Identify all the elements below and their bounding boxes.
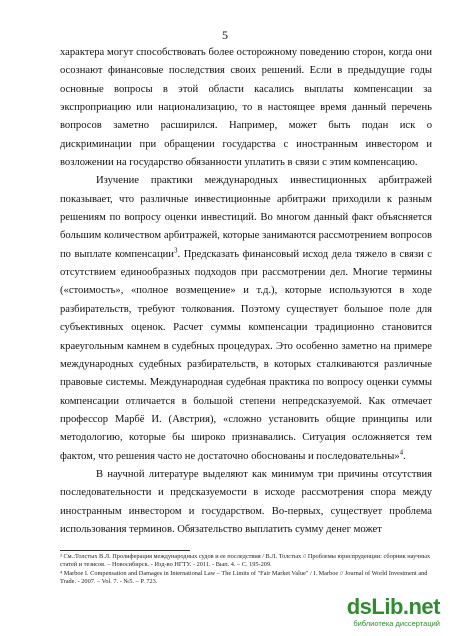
watermark[interactable] bbox=[344, 596, 440, 630]
footnote-marker: 3 bbox=[173, 246, 178, 255]
watermark-subtitle: библиотека диссертаций bbox=[353, 619, 440, 628]
paragraph bbox=[60, 172, 432, 466]
footnote-marker: 4 bbox=[399, 448, 404, 457]
body-text bbox=[60, 44, 432, 539]
paragraph-text: Изучение практики международных инвестиционных арбитражей показывает, что различные инвестиционные арбитражи приходили к разным решениям по вопросу оценки инвестиций. Во многом данный факт объясняется большим количеством арбитражей, которые занимаются рассмотрением вопросов по выплате компенсации bbox=[60, 175, 432, 260]
paragraph bbox=[60, 44, 432, 172]
paragraph-text: . bbox=[403, 450, 406, 462]
footnote: ³ См.:Толстых В.Л. Пролиферация международных судов и ее последствия / В.Л. Толстых // Проблемы юриспруденции: сборник научных статей и тезисов. – Новосибирск. - Изд-во НГТУ. - 2011. - Вып. 4. – С. 195-209. bbox=[60, 553, 431, 569]
watermark-logo[interactable]: dsLib.net bbox=[346, 594, 440, 619]
paragraph-text: В научной литературе выделяют как минимум три причины отсутствия последовательности и предсказуемости в исходе рассмотрения спора между иностранным инвестором и государством. Во-первых, существует проблема использования терминов. Обязательство выплатить сумму денег может bbox=[60, 468, 432, 535]
footnote: ⁴ Marboe I. Compensation and Damages in International Law – The Limits of "Fair Market Value" / I. Marboe // Journal of World Investment and Trade. - 2007. – Vol. 7. - №5. – P. 723. bbox=[60, 569, 428, 586]
page-number: 5 bbox=[222, 28, 228, 42]
paragraph bbox=[60, 466, 432, 539]
footnotes bbox=[60, 553, 432, 587]
paragraph-text: характера могут способствовать более осторожному поведению сторон, когда они осознают финансовые последствия своих решений. Если в предыдущие годы основные вопросы в этой области касались выплаты компенсации за экспроприацию или национализацию, то в настоящее время данный перечень вопросов заметно расширился. Например, может быть подан иск о дискриминации при обращении государства с иностранным инвестором и возложении на государство обязанности уплатить в связи с этим компенсацию. bbox=[60, 47, 432, 169]
paragraph-text: . Предсказать финансовый исход дела тяжело в связи с отсутствием единообразных подходов при рассмотрении дел. Многие термины («стоимость», «полное возмещение» и т.д.), которые используются в ходе разбирательств, требуют толкования. Поэтому существует большое поле для субъективных оценок. Расчет суммы компенсации традиционно становится краеугольным камнем в судебных процедурах. Это особенно заметно на примере международных судебных разбирательств, в которых сталкиваются различные правовые системы. Международная судебная практика по вопросу оценки суммы компенсации отличается в большой степени непредсказуемой. Как отмечает профессор Марбё И. (Австрия), «сложно установить общие принципы или методологию, которые бы широко признавались. Ситуация осложняется тем фактом, что решения часто не достаточно обоснованы и последовательны» bbox=[60, 248, 432, 462]
footnote-divider bbox=[60, 550, 190, 551]
